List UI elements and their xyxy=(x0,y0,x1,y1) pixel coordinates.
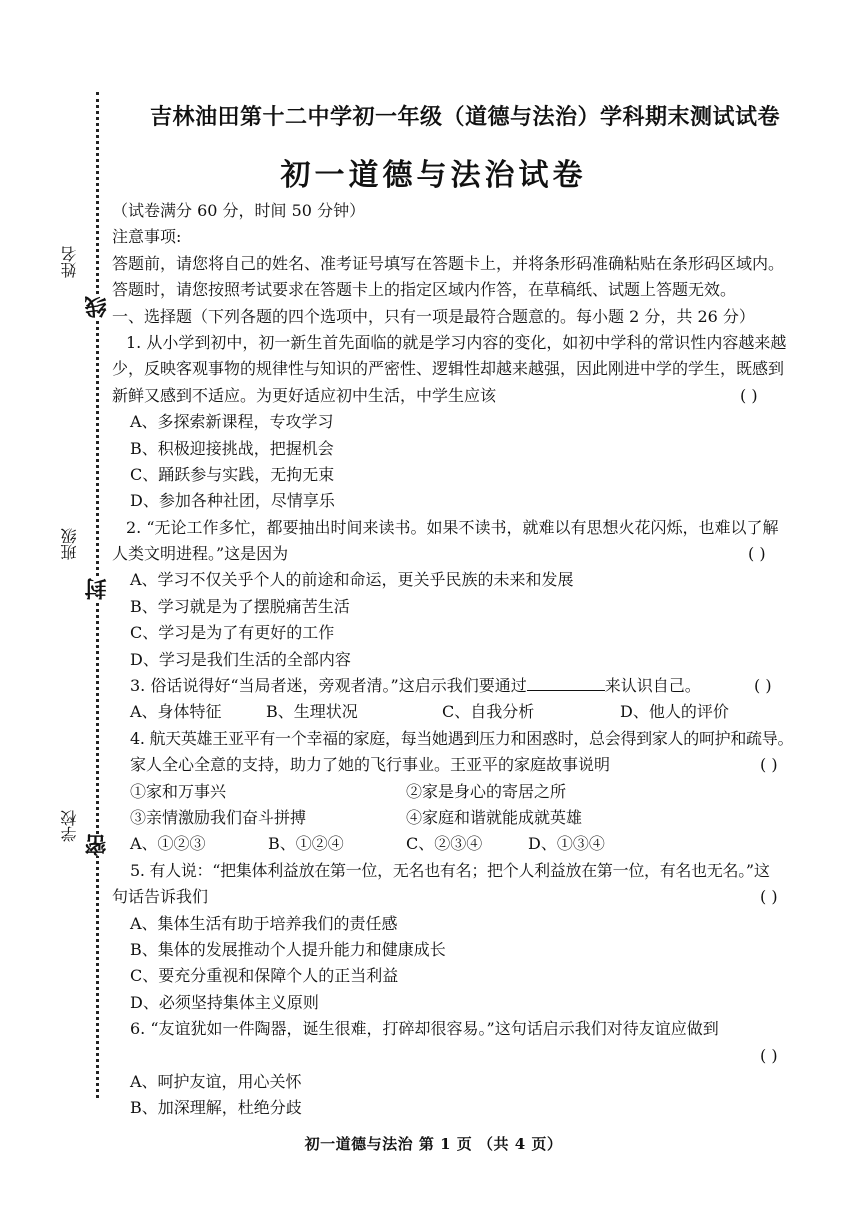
q4-item-2: ②家是身心的寄居之所 xyxy=(406,781,567,801)
q5-stem-line xyxy=(112,884,852,910)
exam-title: 吉林油田第十二中学初一年级（道德与法治）学科期末测试试卷 xyxy=(150,104,781,130)
q4-stem-line: 4. 航天英雄王亚平有一个幸福的家庭，每当她遇到压力和困惑时，总会得到家人的呵护和疏导。 xyxy=(130,728,794,748)
page-footer: 初一道德与法治 第 1 页 （共 4 页） xyxy=(304,1135,563,1153)
q1-option-b: B、积极迎接挑战，把握机会 xyxy=(130,438,334,458)
q2-option-d: D、学习是我们生活的全部内容 xyxy=(130,649,351,669)
name-label: 姓名 xyxy=(60,246,79,278)
q2-option-c: C、学习是为了有更好的工作 xyxy=(130,623,335,643)
q4-option-a: A、①②③ xyxy=(130,834,206,854)
answer-bracket: ( ) xyxy=(760,755,778,775)
q3-option-d: D、他人的评价 xyxy=(620,702,729,722)
section-heading: 一、选择题（下列各题的四个选项中，只有一项是最符合题意的。每小题 2 分，共 26 分） xyxy=(112,306,755,326)
q5-option-b: B、集体的发展推动个人提升能力和健康成长 xyxy=(130,939,446,959)
exam-info: （试卷满分 60 分，时间 50 分钟） xyxy=(112,201,366,220)
q3-option-b: B、生理状况 xyxy=(266,702,358,722)
q6-bracket-line xyxy=(112,1043,852,1069)
q3-option-a: A、身体特征 xyxy=(130,702,222,722)
q4-option-c: C、②③④ xyxy=(406,834,483,854)
answer-bracket: ( ) xyxy=(754,676,772,696)
q4-option-b: B、①②④ xyxy=(268,834,344,854)
notes-heading: 注意事项: xyxy=(112,227,182,247)
q6-stem-line: 6. “友谊犹如一件陶器，诞生很难，打碎却很容易。”这句话启示我们对待友谊应做到 xyxy=(130,1019,719,1039)
q4-stem-line xyxy=(112,752,852,778)
q5-option-a: A、集体生活有助于培养我们的责任感 xyxy=(130,913,398,933)
q4-item-3: ③亲情激励我们奋斗拼搏 xyxy=(130,807,307,827)
answer-bracket: ( ) xyxy=(740,385,758,405)
q2-stem-line: 2. “无论工作多忙，都要抽出时间来读书。如果不读书，就难以有思想火花闪烁，也难以了解 xyxy=(126,517,779,537)
q4-options-row xyxy=(112,831,852,857)
q5-option-d: D、必须坚持集体主义原则 xyxy=(130,992,319,1012)
q2-stem-line xyxy=(112,541,852,567)
q3-option-c: C、自我分析 xyxy=(442,702,535,722)
exam-subtitle: 初一道德与法治试卷 xyxy=(280,158,587,193)
q4-item-1: ①家和万事兴 xyxy=(130,781,227,801)
school-label: 学校 xyxy=(60,810,79,842)
q3-stem-before: 3. 俗话说得好“当局者迷，旁观者清。”这启示我们要通过 xyxy=(130,676,527,696)
q1-option-d: D、参加各种社团，尽情享乐 xyxy=(130,491,335,511)
q4-items-row xyxy=(112,779,852,805)
q3-stem-line xyxy=(112,673,852,699)
q6-option-a: A、呵护友谊，用心关怀 xyxy=(130,1071,302,1091)
q2-stem-text: 人类文明进程。”这是因为 xyxy=(112,544,289,564)
q1-option-a: A、多探索新课程，专攻学习 xyxy=(130,412,334,432)
binding-secret-char: 密 xyxy=(85,834,110,856)
q3-stem-after: 来认识自己。 xyxy=(604,676,701,696)
answer-bracket: ( ) xyxy=(760,1045,778,1065)
q4-stem-text: 家人全心全意的支持，助力了她的飞行事业。王亚平的家庭故事说明 xyxy=(130,755,611,775)
q6-option-b: B、加深理解，杜绝分歧 xyxy=(130,1098,302,1118)
q3-blank xyxy=(527,676,605,691)
q5-option-c: C、要充分重视和保障个人的正当利益 xyxy=(130,966,399,986)
binding-line-char: 线 xyxy=(85,296,110,318)
q4-item-4: ④家庭和谐就能成就英雄 xyxy=(406,807,583,827)
answer-bracket: ( ) xyxy=(748,544,766,564)
q4-items-row xyxy=(112,805,852,831)
q1-stem-text: 新鲜又感到不适应。为更好适应初中生活，中学生应该 xyxy=(112,385,497,405)
q4-option-d: D、①③④ xyxy=(528,834,605,854)
binding-seal-char: 封 xyxy=(85,578,110,600)
q1-stem-line xyxy=(112,383,852,409)
q5-stem-line: 5. 有人说：“把集体利益放在第一位，无名也有名；把个人利益放在第一位，有名也无名。”这 xyxy=(130,860,770,880)
answer-bracket: ( ) xyxy=(760,887,778,907)
q5-stem-text: 句话告诉我们 xyxy=(112,887,209,907)
class-label: 班级 xyxy=(60,528,79,560)
note-item: 答题时，请您按照考试要求在答题卡上的指定区域内作答，在草稿纸、试题上答题无效。 xyxy=(112,280,737,300)
q1-stem-line: 1. 从小学到初中，初一新生首先面临的就是学习内容的变化，如初中学科的常识性内容越来越 xyxy=(126,332,787,352)
exam-content xyxy=(112,198,852,1122)
q3-options-row xyxy=(112,699,852,725)
q1-option-c: C、踊跃参与实践，无拘无束 xyxy=(130,464,335,484)
q2-option-a: A、学习不仅关乎个人的前途和命运，更关乎民族的未来和发展 xyxy=(130,570,574,590)
q2-option-b: B、学习就是为了摆脱痛苦生活 xyxy=(130,596,350,616)
note-item: 答题前，请您将自己的姓名、准考证号填写在答题卡上，并将条形码准确粘贴在条形码区域内。 xyxy=(112,253,785,273)
q1-stem-line: 少，反映客观事物的规律性与知识的严密性、逻辑性却越来越强，因此刚进中学的学生，既感到 xyxy=(112,359,785,379)
